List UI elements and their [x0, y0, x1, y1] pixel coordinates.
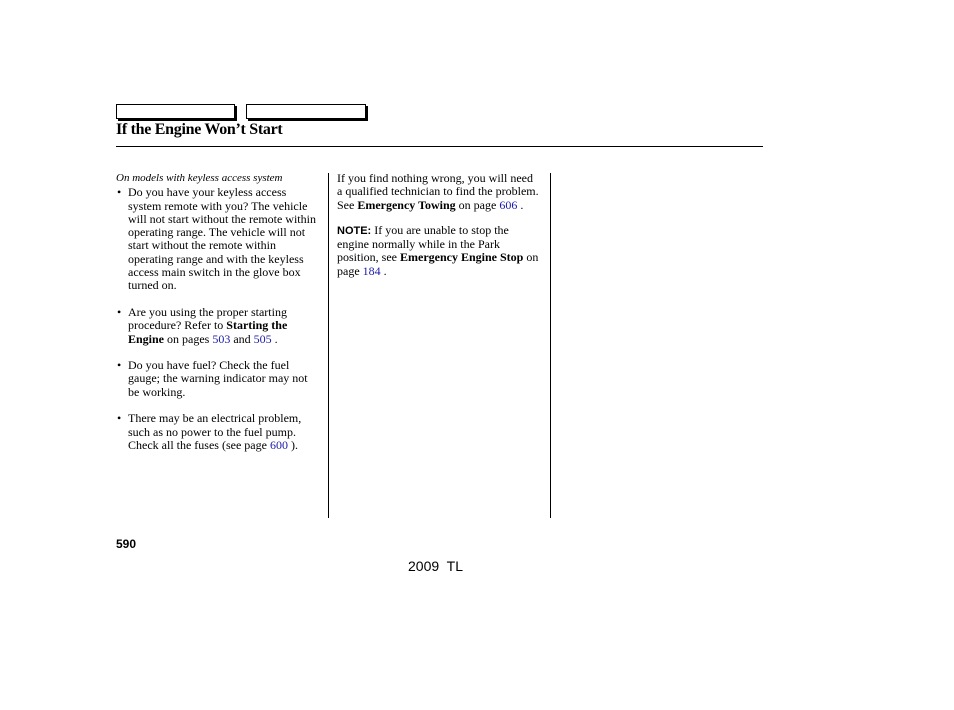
list-item-text: ). [287, 437, 298, 452]
column-1 [116, 172, 318, 466]
paragraph-text: on page [455, 197, 500, 212]
nav-button-1[interactable] [116, 104, 235, 119]
xref-title: Starting the Engine [128, 318, 288, 346]
list-item [116, 359, 318, 399]
note-label: NOTE: [337, 224, 372, 237]
column-divider-1 [328, 173, 329, 518]
column-divider-2 [550, 173, 551, 518]
paragraph-text: on page [337, 250, 539, 278]
list-item-text: Do you have your keyless access system remote with you? The vehicle will not start without the remote within operating range. The vehicle will not start without the remote within operating range and with the keyless access main switch in the glove box turned on. [128, 185, 316, 293]
page-link-600[interactable]: 600 [269, 437, 288, 452]
list-item [116, 412, 318, 452]
paragraph [337, 172, 539, 212]
list-item-text: Do you have fuel? Check the fuel gauge; the warning indicator may not be working. [128, 358, 308, 399]
column-2 [337, 172, 539, 290]
model-note: On models with keyless access system [116, 172, 283, 184]
page-link-505[interactable]: 505 [253, 331, 272, 346]
bullet-icon: • [117, 304, 122, 319]
bullet-icon: • [117, 411, 122, 426]
list-item-text: on pages [164, 331, 213, 346]
paragraph-text: . [380, 263, 387, 278]
list-item-text: Are you using the proper starting procedure? Refer to [128, 304, 287, 333]
bullet-icon: • [117, 185, 122, 200]
title-rule [116, 146, 763, 147]
list-item [116, 306, 318, 346]
page-link-606[interactable]: 606 [499, 197, 518, 212]
paragraph-text: . [517, 197, 524, 212]
list-item [116, 186, 318, 292]
nav-button-2[interactable] [246, 104, 366, 119]
list-item-text: . [271, 331, 278, 346]
list-item-text: There may be an electrical problem, such as no power to the fuel pump. Check all the fuses (see page [128, 411, 302, 452]
page-number: 590 [116, 537, 137, 551]
page-title: If the Engine Won’t Start [116, 121, 283, 138]
bullet-icon: • [117, 358, 122, 373]
footer-model: 2009 TL [408, 558, 464, 574]
note-paragraph [337, 224, 539, 278]
page-link-184[interactable]: 184 [362, 263, 381, 278]
xref-title: Emergency Engine Stop [400, 250, 524, 265]
list-item-text: and [230, 331, 254, 346]
paragraph-text: If you find nothing wrong, you will need a qualified technician to find the problem. See [337, 171, 539, 212]
page-link-503[interactable]: 503 [212, 331, 231, 346]
paragraph-text: If you are unable to stop the engine normally while in the Park position, see [337, 222, 509, 265]
xref-title: Emergency Towing [357, 197, 456, 212]
